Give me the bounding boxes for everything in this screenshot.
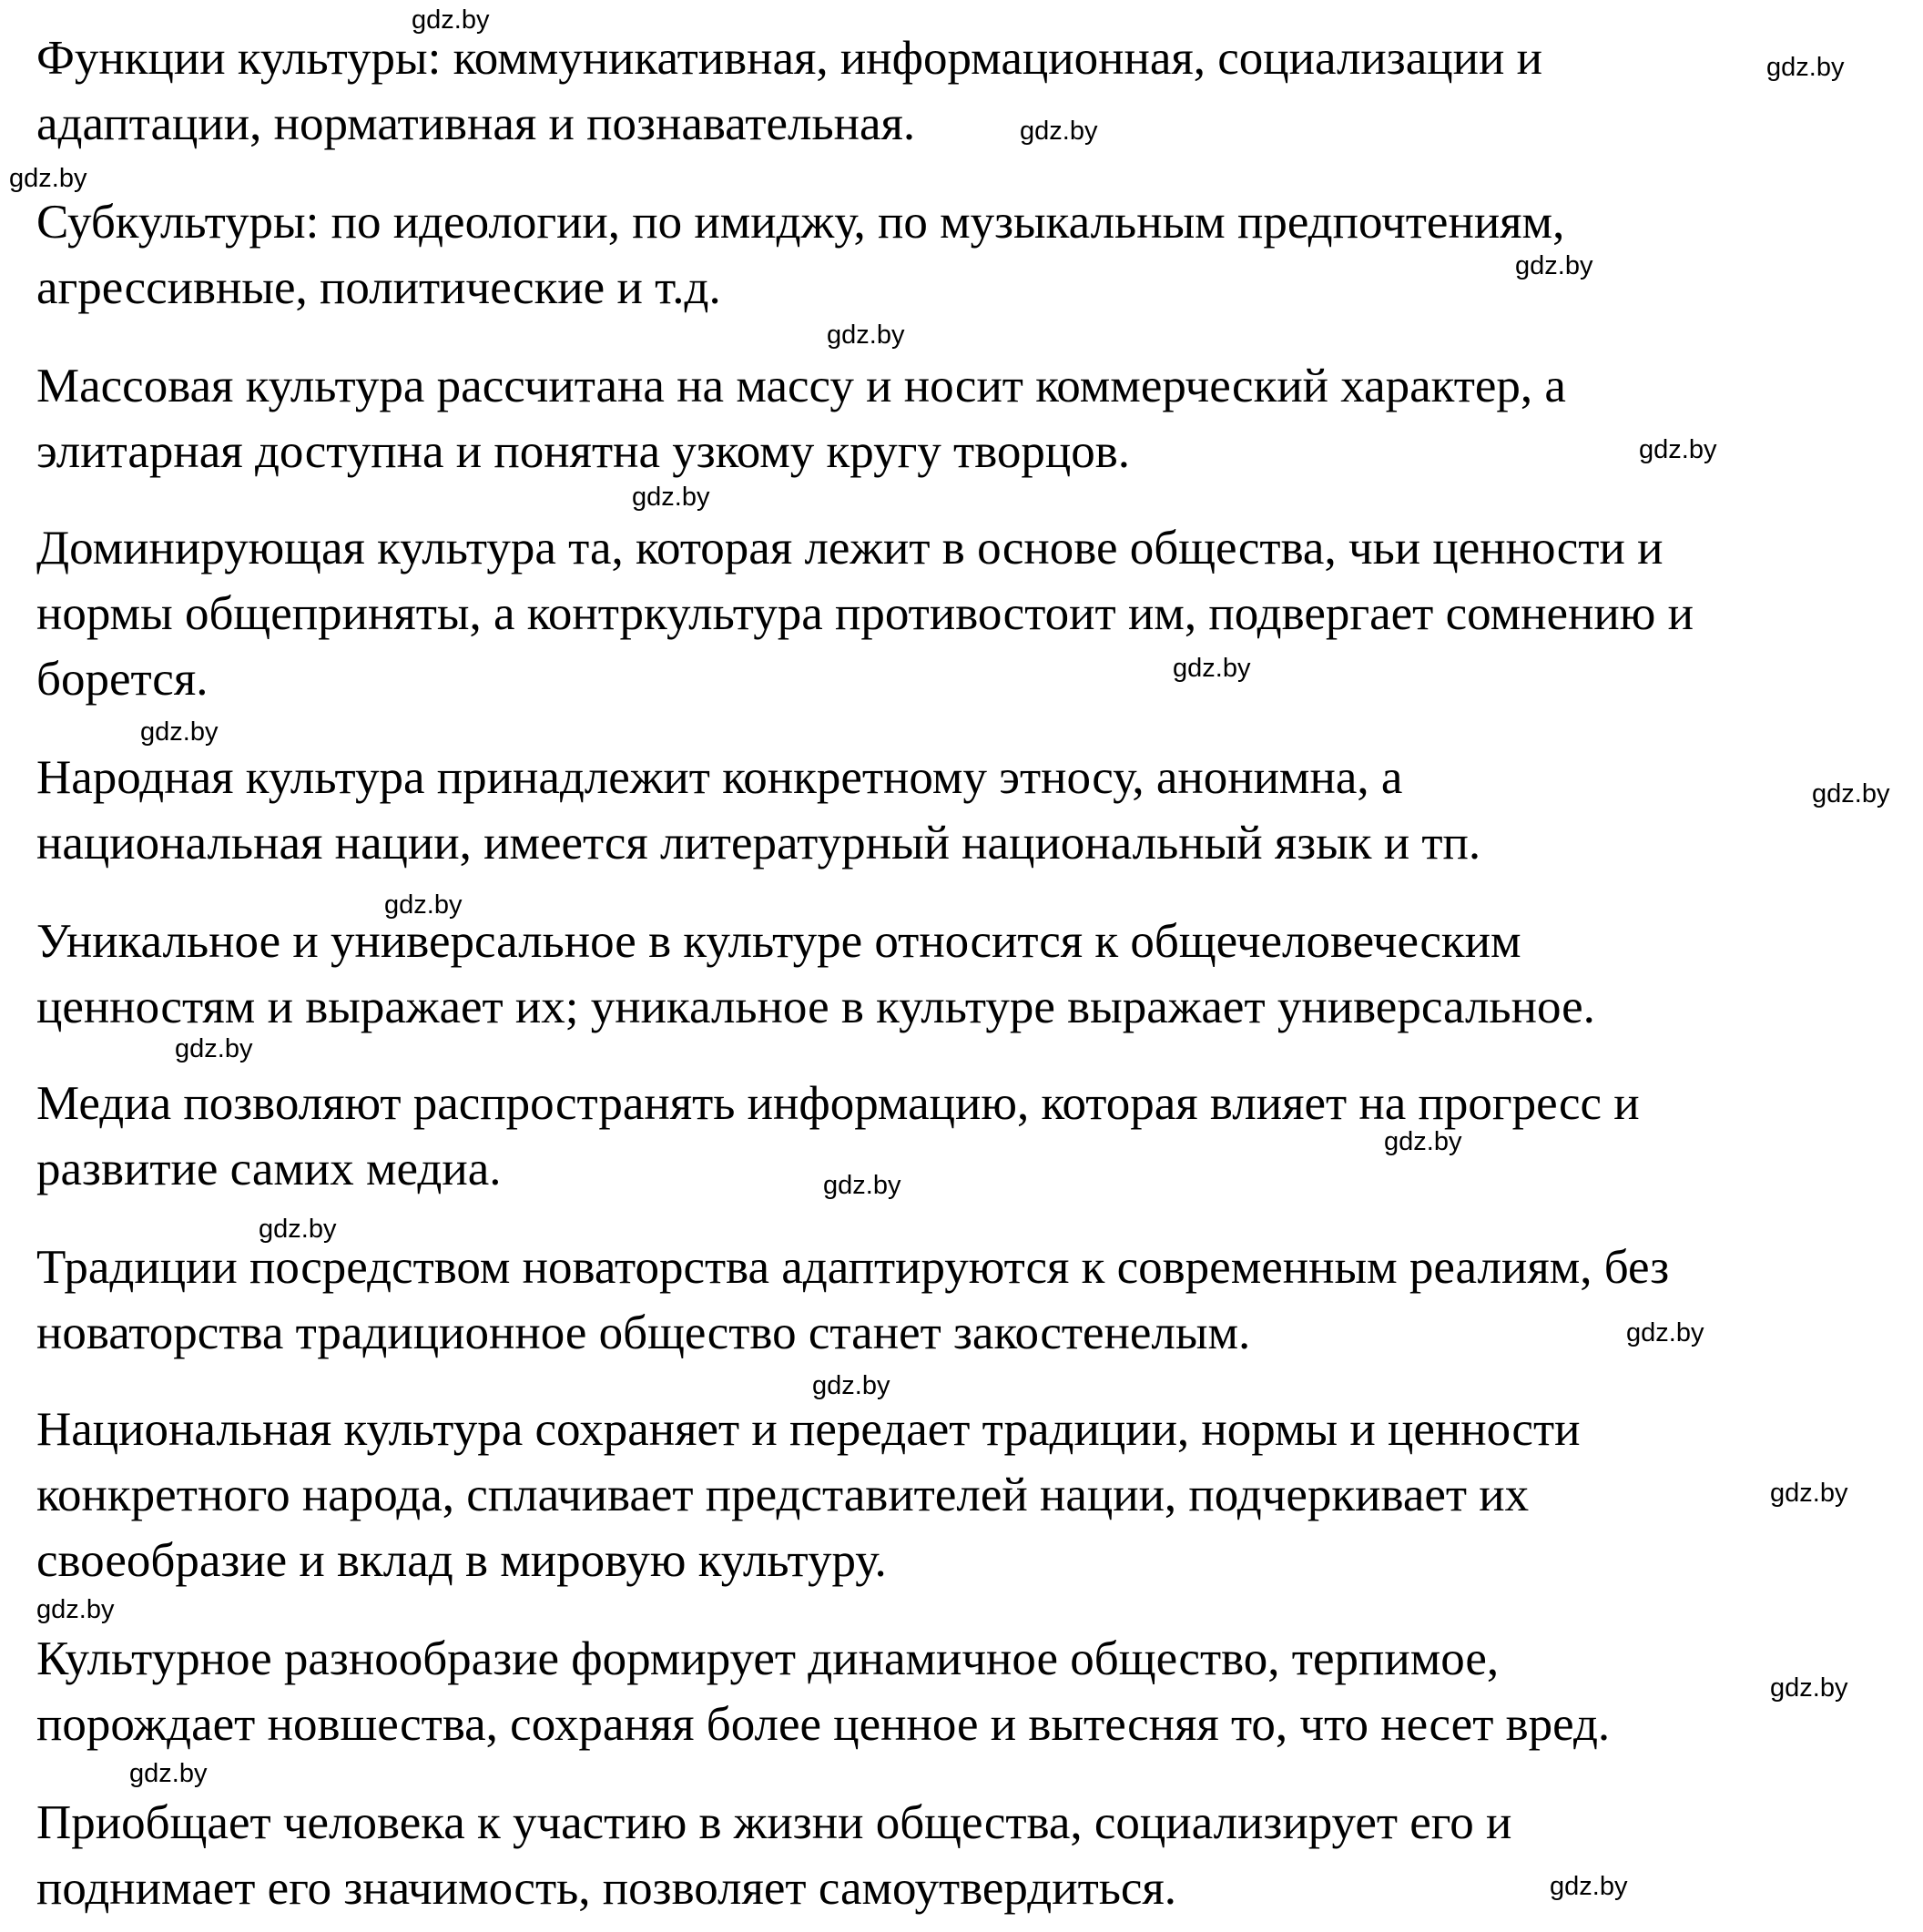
text-line: Уникальное и универсальное в культуре относится к общечеловеческим bbox=[36, 915, 1521, 968]
watermark: gdz.by bbox=[175, 1034, 253, 1063]
text-line: агрессивные, политические и т.д. bbox=[36, 261, 721, 314]
text-line: поднимает его значимость, позволяет самоутвердиться. bbox=[36, 1862, 1177, 1915]
watermark: gdz.by bbox=[1770, 1673, 1848, 1703]
text-line: конкретного народа, сплачивает представителей нации, подчеркивает их bbox=[36, 1469, 1530, 1521]
watermark: gdz.by bbox=[412, 5, 490, 35]
text-line: нормы общеприняты, а контркультура противостоит им, подвергает сомнению и bbox=[36, 587, 1694, 640]
paragraph-national-culture bbox=[36, 1397, 1580, 1593]
watermark: gdz.by bbox=[1384, 1127, 1462, 1156]
text-line: Культурное разнообразие формирует динамичное общество, терпимое, bbox=[36, 1632, 1500, 1685]
watermark: gdz.by bbox=[384, 890, 463, 920]
paragraph-traditions bbox=[36, 1235, 1669, 1366]
watermark: gdz.by bbox=[1766, 53, 1845, 82]
text-line: ценностям и выражает их; уникальное в культуре выражает универсальное. bbox=[36, 981, 1595, 1033]
paragraph-dominant-culture bbox=[36, 515, 1694, 712]
watermark: gdz.by bbox=[812, 1371, 890, 1400]
watermark: gdz.by bbox=[140, 717, 219, 747]
watermark: gdz.by bbox=[827, 320, 905, 350]
watermark: gdz.by bbox=[1812, 779, 1890, 808]
text-line: адаптации, нормативная и познавательная. bbox=[36, 97, 916, 150]
paragraph-mass-culture bbox=[36, 353, 1566, 484]
watermark: gdz.by bbox=[1173, 654, 1251, 683]
watermark: gdz.by bbox=[632, 483, 710, 512]
watermark: gdz.by bbox=[259, 1215, 337, 1244]
watermark: gdz.by bbox=[1515, 251, 1593, 280]
watermark: gdz.by bbox=[823, 1171, 901, 1200]
text-line: новаторства традиционное общество станет закостенелым. bbox=[36, 1307, 1251, 1359]
watermark: gdz.by bbox=[1626, 1318, 1704, 1347]
text-line: национальная нации, имеется литературный национальный язык и тп. bbox=[36, 817, 1481, 869]
text-line: Функции культуры: коммуникативная, информационная, социализации и bbox=[36, 32, 1542, 85]
text-line: Национальная культура сохраняет и передает традиции, нормы и ценности bbox=[36, 1403, 1581, 1456]
text-line: борется. bbox=[36, 653, 209, 706]
paragraph-unique-universal bbox=[36, 909, 1595, 1040]
text-line: Медиа позволяют распространять информацию, которая влияет на прогресс и bbox=[36, 1077, 1640, 1130]
text-line: Приобщает человека к участию в жизни общества, социализирует его и bbox=[36, 1796, 1512, 1849]
watermark: gdz.by bbox=[1550, 1872, 1628, 1901]
paragraph-folk-culture bbox=[36, 745, 1480, 876]
text-line: элитарная доступна и понятна узкому кругу творцов. bbox=[36, 425, 1131, 478]
paragraph-subcultures bbox=[36, 189, 1564, 320]
text-line: развитие самих медиа. bbox=[36, 1143, 502, 1195]
watermark: gdz.by bbox=[1639, 435, 1717, 464]
watermark: gdz.by bbox=[36, 1595, 115, 1624]
paragraph-cultural-diversity bbox=[36, 1626, 1610, 1757]
text-line: своеобразие и вклад в мировую культуру. bbox=[36, 1534, 887, 1587]
text-line: Субкультуры: по идеологии, по имиджу, по музыкальным предпочтениям, bbox=[36, 196, 1565, 249]
text-line: Народная культура принадлежит конкретному этносу, анонимна, а bbox=[36, 751, 1403, 804]
watermark: gdz.by bbox=[129, 1759, 208, 1788]
watermark: gdz.by bbox=[1770, 1479, 1848, 1508]
paragraph-socialization bbox=[36, 1790, 1511, 1921]
text-line: порождает новшества, сохраняя более ценное и вытесняя то, что несет вред. bbox=[36, 1698, 1611, 1751]
watermark: gdz.by bbox=[1020, 117, 1098, 146]
text-line: Доминирующая культура та, которая лежит в основе общества, чьи ценности и bbox=[36, 522, 1664, 575]
paragraph-culture-functions bbox=[36, 25, 1542, 157]
text-line: Традиции посредством новаторства адаптируются к современным реалиям, без bbox=[36, 1241, 1670, 1294]
text-line: Массовая культура рассчитана на массу и носит коммерческий характер, а bbox=[36, 360, 1566, 412]
watermark: gdz.by bbox=[9, 164, 87, 193]
